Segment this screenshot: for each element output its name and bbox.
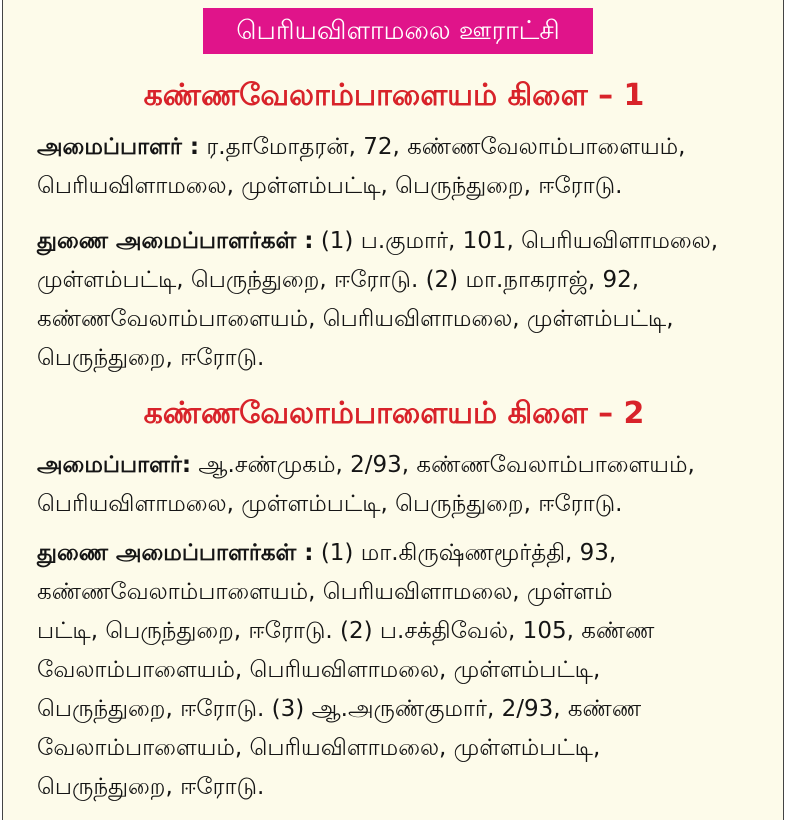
branch-2-heading: கண்ணவேலாம்பாளையம் கிளை – 2 [143, 396, 645, 431]
deputies-text: (1) ப.குமார், 101, பெரியவிளாமலை, [313, 228, 719, 254]
coordinator-text: ர.தாமோதரன், 72, கண்ணவேலாம்பாளையம், [199, 134, 686, 160]
coordinator-line [37, 128, 755, 167]
deputies-line: பெருந்துறை, ஈரோடு. (3) ஆ.அருண்குமார், 2/93, கண்ண [37, 696, 642, 722]
deputies-line: பெருந்துறை, ஈரோடு. [37, 774, 265, 800]
coordinator-text: ஆ.சண்முகம், 2/93, கண்ணவேலாம்பாளையம், [191, 452, 695, 478]
deputies-line: கண்ணவேலாம்பாளையம், பெரியவிளாமலை, முள்ளம் [37, 579, 613, 605]
coordinator-line [37, 446, 755, 485]
deputies-line: பட்டி, பெருந்துறை, ஈரோடு. (2) ப.சக்திவேல், 105, கண்ண [37, 618, 655, 644]
deputies-line: வேலாம்பாளையம், பெரியவிளாமலை, முள்ளம்பட்டி, [37, 657, 601, 683]
deputies-line: கண்ணவேலாம்பாளையம், பெரியவிளாமலை, முள்ளம்பட்டி, [37, 306, 674, 332]
deputies-line: வேலாம்பாளையம், பெரியவிளாமலை, முள்ளம்பட்டி, [37, 735, 601, 761]
panchayat-title: பெரியவிளாமலை ஊராட்சி [203, 8, 593, 54]
deputies-text: (1) மா.கிருஷ்ணமூர்த்தி, 93, [313, 540, 617, 566]
branch-2-deputies [37, 534, 755, 807]
coordinator-label: அமைப்பாளர்: [37, 452, 192, 478]
branch-1-heading: கண்ணவேலாம்பாளையம் கிளை – 1 [143, 78, 645, 113]
deputies-label: துணை அமைப்பாளர்கள் : [37, 540, 314, 566]
coordinator-label: அமைப்பாளர் : [37, 134, 200, 160]
branch-2-coordinator [37, 446, 755, 524]
coordinator-line: பெரியவிளாமலை, முள்ளம்பட்டி, பெருந்துறை, ஈரோடு. [37, 491, 623, 517]
branch-1-deputies [37, 222, 755, 378]
deputies-line [37, 222, 755, 261]
deputies-line: முள்ளம்பட்டி, பெருந்துறை, ஈரோடு. (2) மா.நாகராஜ், 92, [37, 267, 640, 293]
notice-page [2, 0, 784, 820]
coordinator-line: பெரியவிளாமலை, முள்ளம்பட்டி, பெருந்துறை, ஈரோடு. [37, 173, 623, 199]
deputies-line [37, 534, 755, 573]
branch-1-coordinator [37, 128, 755, 206]
deputies-line: பெருந்துறை, ஈரோடு. [37, 345, 265, 371]
deputies-label: துணை அமைப்பாளர்கள் : [37, 228, 314, 254]
